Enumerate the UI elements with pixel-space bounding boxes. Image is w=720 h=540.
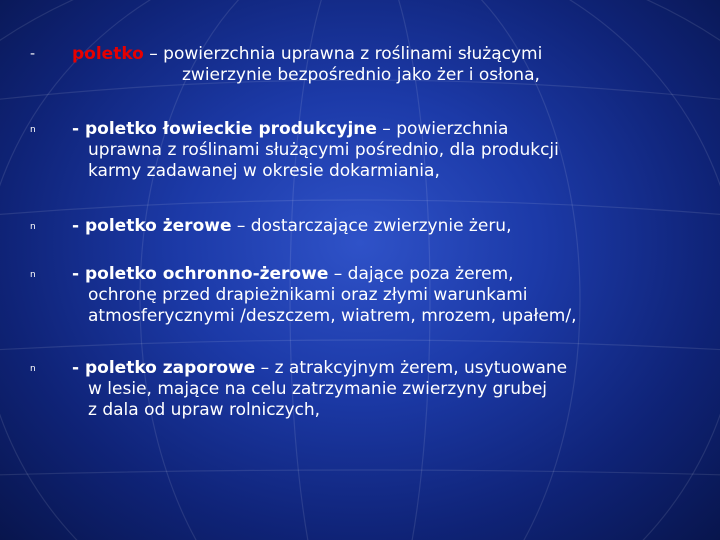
item-line: - poletko łowieckie produkcyjne – powierzchnia	[72, 119, 509, 139]
item-text	[72, 119, 559, 182]
item-text	[72, 264, 576, 327]
item-line: - poletko żerowe – dostarczające zwierzynie żeru,	[72, 216, 512, 236]
item-line: - poletko ochronno-żerowe – dające poza żerem,	[72, 264, 514, 284]
item-line: ochronę przed drapieżnikami oraz złymi warunkami	[88, 285, 528, 305]
item-line: zwierzynie bezpośrednio jako żer i osłona,	[182, 65, 540, 85]
bullet-dash: -	[30, 46, 36, 62]
bullet-square: n	[30, 125, 36, 135]
list-item	[30, 358, 700, 428]
item-line: z dala od upraw rolniczych,	[88, 400, 321, 420]
term-poletko: poletko	[72, 44, 144, 64]
item-line: uprawna z roślinami służącymi pośrednio, dla produkcji	[88, 140, 559, 160]
bullet-square: n	[30, 364, 36, 374]
list-item	[30, 44, 700, 94]
list-item	[30, 119, 700, 189]
item-text	[72, 358, 567, 421]
term-ochronno-zerowe: poletko ochronno-żerowe	[84, 264, 329, 284]
item-text	[72, 44, 542, 86]
item-line: karmy zadawanej w okresie dokarmiania,	[88, 161, 440, 181]
term-zerowe: poletko żerowe	[84, 216, 232, 236]
item-line: w lesie, mające na celu zatrzymanie zwierzyny grubej	[88, 379, 548, 399]
item-line: atmosferycznymi /deszczem, wiatrem, mrozem, upałem/,	[88, 306, 577, 326]
bullet-square: n	[30, 222, 36, 232]
item-line: poletko – powierzchnia uprawna z roślinami służącymi	[72, 44, 543, 64]
list-item	[30, 216, 700, 241]
item-text	[72, 216, 512, 237]
term-produkcyjne: poletko łowieckie produkcyjne	[84, 119, 377, 139]
term-zaporowe: poletko zaporowe	[84, 358, 256, 378]
bullet-square: n	[30, 270, 36, 280]
list-item	[30, 264, 700, 334]
item-line: - poletko zaporowe – z atrakcyjnym żerem, usytuowane	[72, 358, 568, 378]
